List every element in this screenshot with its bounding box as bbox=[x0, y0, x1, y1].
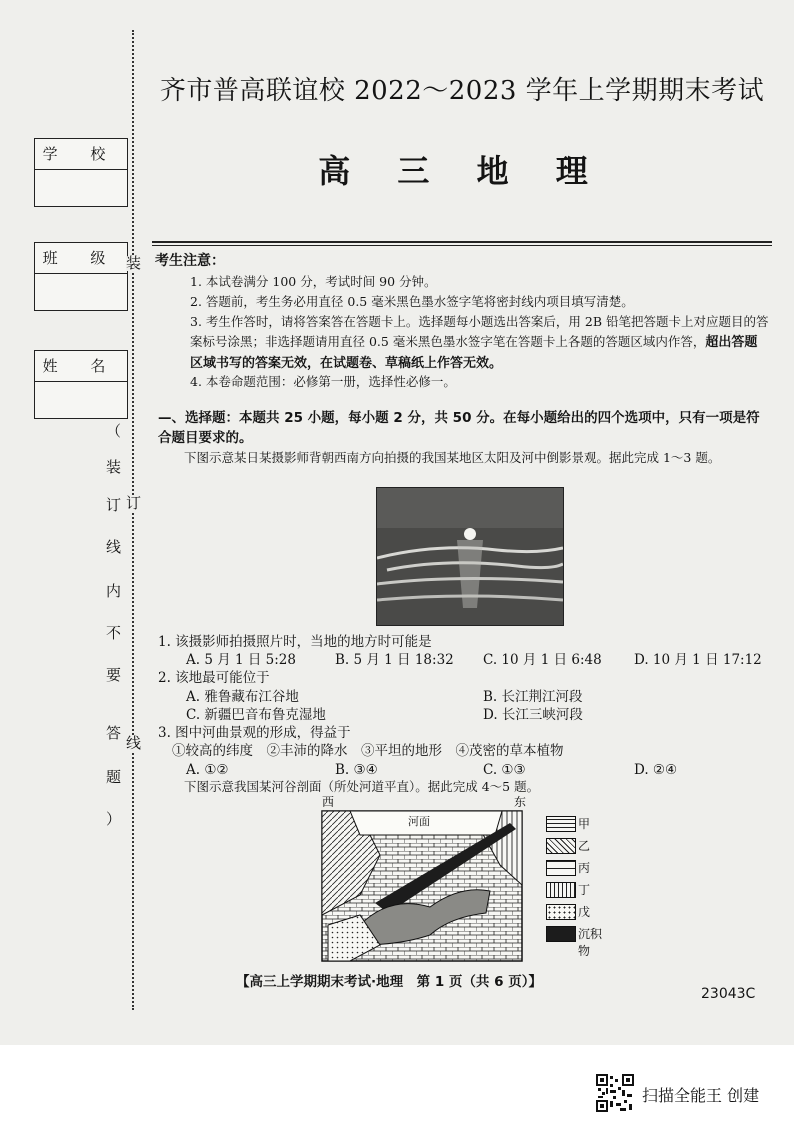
school-label: 学 校 bbox=[35, 139, 127, 170]
legend-label: 甲 bbox=[578, 817, 591, 831]
question-1-option-d: D. 10 月 1 日 17:12 bbox=[634, 652, 762, 668]
legend-item bbox=[546, 924, 610, 958]
warning-char: 线 bbox=[106, 538, 122, 556]
binding-mark: 订 bbox=[126, 494, 142, 512]
question-2-option-c: C. 新疆巴音布鲁克湿地 bbox=[186, 707, 326, 723]
name-box bbox=[34, 350, 128, 419]
warning-char: 订 bbox=[106, 496, 122, 514]
notes-title: 考生注意： bbox=[155, 253, 225, 269]
note-item: 4. 本卷命题范围：必修第一册，选择性必修一。 bbox=[190, 374, 456, 389]
warning-char: 内 bbox=[106, 582, 122, 600]
river-surface-label: 河面 bbox=[408, 816, 430, 828]
question-1-stem: 1. 该摄影师拍摄照片时，当地的地方时可能是 bbox=[158, 634, 432, 650]
note-item-text: 3. 考生作答时，请将答案答在答题卡上。选择题每小题选出答案后，用 2B 铅笔把答题卡上对应题目的答案标号涂黑；非选择题请用直径 0.5 毫米黑色墨水签字笔在答题卡上各题的答题区域内作答， bbox=[190, 314, 769, 349]
west-label: 西 bbox=[322, 795, 335, 809]
question-3-option-a: A. ①② bbox=[186, 762, 229, 778]
binding-mark: 线 bbox=[126, 734, 142, 752]
warning-char: ） bbox=[106, 810, 122, 828]
legend-swatch bbox=[546, 838, 576, 854]
question-1-option-c: C. 10 月 1 日 6:48 bbox=[483, 652, 602, 668]
question-3-option-c: C. ①③ bbox=[483, 762, 526, 778]
note-item: 1. 本试卷满分 100 分，考试时间 90 分钟。 bbox=[190, 274, 437, 289]
warning-char: 装 bbox=[106, 458, 122, 476]
school-box bbox=[34, 138, 128, 207]
exam-code: 23043C bbox=[701, 986, 756, 1002]
class-label: 班 级 bbox=[35, 243, 127, 274]
class-box bbox=[34, 242, 128, 311]
intro-q1-3: 下图示意某日某摄影师背朝西南方向拍摄的我国某地区太阳及河中倒影景观。据此完成 1～3 题。 bbox=[184, 450, 721, 465]
legend-label: 丁 bbox=[578, 883, 591, 897]
legend-item bbox=[546, 880, 610, 898]
scanner-brand: 扫描全能王 创建 bbox=[642, 1086, 760, 1105]
header-divider-thin bbox=[152, 245, 772, 246]
note-item: 2. 答题前，考生务必用直径 0.5 毫米黑色墨水签字笔将密封线内项目填写清楚。 bbox=[190, 294, 634, 309]
warning-char: 答 bbox=[106, 724, 122, 742]
question-3-option-d: D. ②④ bbox=[634, 762, 678, 778]
note-item bbox=[190, 312, 770, 374]
legend-swatch bbox=[546, 860, 576, 876]
question-2-option-b: B. 长江荆江河段 bbox=[483, 689, 583, 705]
legend-swatch bbox=[546, 904, 576, 920]
question-3-factors: ①较高的纬度 ②丰沛的降水 ③平坦的地形 ④茂密的草本植物 bbox=[172, 743, 564, 759]
legend-label: 乙 bbox=[578, 839, 591, 853]
east-label: 东 bbox=[514, 795, 527, 809]
school-blank bbox=[35, 170, 127, 206]
question-3-option-b: B. ③④ bbox=[335, 762, 378, 778]
warning-char: 要 bbox=[106, 666, 122, 684]
question-1-option-b: B. 5 月 1 日 18:32 bbox=[335, 652, 454, 668]
intro-q4-5: 下图示意我国某河谷剖面（所处河道平直）。据此完成 4～5 题。 bbox=[184, 779, 540, 794]
qr-code-icon bbox=[596, 1074, 634, 1112]
note-item-emphasis: 超出答题区域书写的答案无效，在试题卷、草稿纸上作答无效。 bbox=[190, 335, 758, 371]
page-footer: 【高三上学期期末考试·地理 第 1 页（共 6 页）】 bbox=[236, 974, 542, 990]
question-2-option-a: A. 雅鲁藏布江谷地 bbox=[186, 689, 299, 705]
legend-item bbox=[546, 858, 610, 876]
legend-swatch bbox=[546, 816, 576, 832]
name-label: 姓 名 bbox=[35, 351, 127, 382]
binding-mark: 装 bbox=[126, 254, 142, 272]
legend-label: 沉积物 bbox=[578, 927, 603, 958]
legend-item bbox=[546, 814, 610, 832]
legend-label: 戊 bbox=[578, 905, 591, 919]
warning-char: （ bbox=[106, 422, 122, 440]
question-2-stem: 2. 该地最可能位于 bbox=[158, 670, 270, 686]
warning-char: 题 bbox=[106, 768, 122, 786]
subject-title: 高 三 地 理 bbox=[318, 152, 606, 190]
legend-swatch bbox=[546, 882, 576, 898]
legend-swatch bbox=[546, 926, 576, 942]
name-blank bbox=[35, 382, 127, 418]
river-sunset-photo bbox=[376, 487, 564, 626]
header-divider bbox=[152, 241, 772, 243]
warning-char: 不 bbox=[106, 624, 122, 642]
class-blank bbox=[35, 274, 127, 310]
question-3-stem: 3. 图中河曲景观的形成，得益于 bbox=[158, 725, 351, 741]
question-1-option-a: A. 5 月 1 日 5:28 bbox=[186, 652, 296, 668]
section-heading: —、选择题：本题共 25 小题，每小题 2 分，共 50 分。在每小题给出的四个选项中，只有一项是符合题目要求的。 bbox=[158, 410, 760, 446]
legend-item bbox=[546, 836, 610, 854]
exam-title: 齐市普高联谊校 2022～2023 学年上学期期末考试 bbox=[159, 76, 765, 106]
legend-item bbox=[546, 902, 610, 920]
binding-dotted-line bbox=[132, 30, 134, 1010]
legend-label: 丙 bbox=[578, 861, 591, 875]
question-2-option-d: D. 长江三峡河段 bbox=[483, 707, 583, 723]
